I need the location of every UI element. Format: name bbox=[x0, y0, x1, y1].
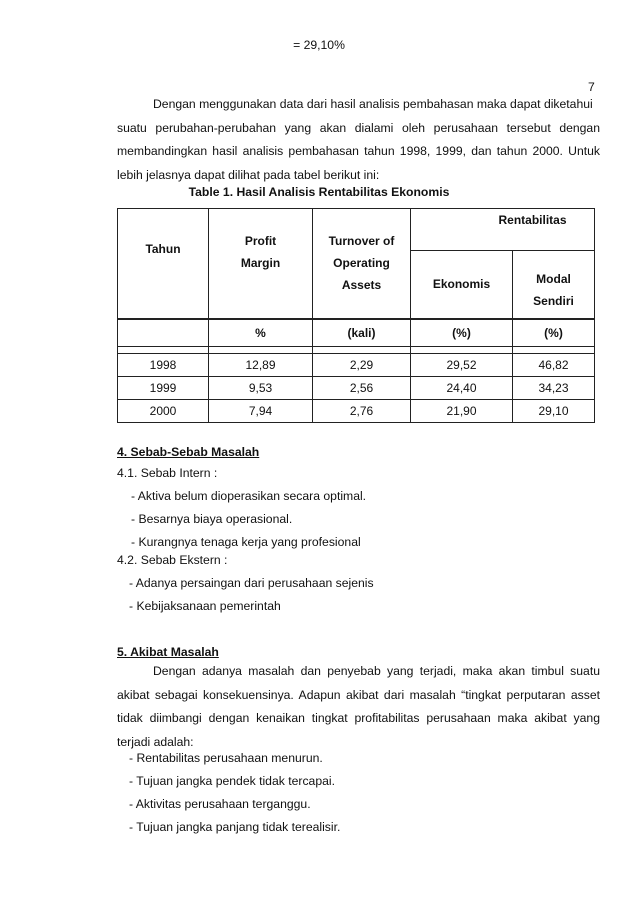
table-cell: 24,40 bbox=[411, 377, 513, 400]
table-cell: 2000 bbox=[118, 400, 209, 423]
list-item: - Tujuan jangka panjang tidak terealisir. bbox=[129, 820, 341, 834]
unit-cell: (%) bbox=[513, 319, 595, 347]
section-4-2-label: 4.2. Sebab Ekstern : bbox=[117, 553, 228, 567]
intro-line-1: Dengan menggunakan data dari hasil analisis pembahasan maka dapat diketahui bbox=[153, 97, 593, 111]
page-number: 7 bbox=[588, 80, 595, 94]
table-cell: 7,94 bbox=[209, 400, 313, 423]
section-5-line-4: terjadi adalah: bbox=[117, 734, 194, 749]
section-5-heading: 5. Akibat Masalah bbox=[117, 645, 219, 659]
header-ekonomis: Ekonomis bbox=[411, 251, 513, 319]
unit-cell: (kali) bbox=[313, 319, 411, 347]
unit-cell: (%) bbox=[411, 319, 513, 347]
list-item: - Aktivitas perusahaan terganggu. bbox=[129, 797, 311, 811]
unit-cell bbox=[118, 319, 209, 347]
header-profit-margin: Profit Margin bbox=[209, 209, 313, 319]
list-item: - Kebijaksanaan pemerintah bbox=[129, 599, 281, 613]
table-cell: 29,10 bbox=[513, 400, 595, 423]
table-cell: 2,29 bbox=[313, 354, 411, 377]
list-item: - Kurangnya tenaga kerja yang profesional bbox=[131, 535, 361, 549]
table-row bbox=[118, 377, 595, 400]
rentabilitas-table bbox=[117, 208, 595, 423]
unit-cell: % bbox=[209, 319, 313, 347]
list-item: - Adanya persaingan dari perusahaan sejenis bbox=[129, 576, 374, 590]
table-cell: 1998 bbox=[118, 354, 209, 377]
intro-line-2: suatu perubahan-perubahan yang akan dialami oleh perusahaan tersebut dengan bbox=[117, 120, 600, 135]
header-rentabilitas: Rentabilitas bbox=[411, 209, 595, 251]
list-item: - Besarnya biaya operasional. bbox=[131, 512, 293, 526]
table-caption: Table 1. Hasil Analisis Rentabilitas Ekonomis bbox=[188, 185, 450, 199]
list-item: - Tujuan jangka pendek tidak tercapai. bbox=[129, 774, 335, 788]
units-row bbox=[118, 319, 595, 347]
table-row bbox=[118, 354, 595, 377]
table-cell: 21,90 bbox=[411, 400, 513, 423]
section-4-heading: 4. Sebab-Sebab Masalah bbox=[117, 445, 260, 459]
table-row bbox=[118, 400, 595, 423]
table-cell: 9,53 bbox=[209, 377, 313, 400]
table-cell: 1999 bbox=[118, 377, 209, 400]
intro-line-3: membandingkan hasil analisis pembahasan tahun 1998, 1999, dan tahun 2000. Untuk bbox=[117, 144, 600, 158]
section-5-line-1: Dengan adanya masalah dan penyebab yang terjadi, maka akan timbul suatu bbox=[153, 664, 600, 678]
table-cell: 29,52 bbox=[411, 354, 513, 377]
intro-line-4: lebih jelasnya dapat dilihat pada tabel berikut ini: bbox=[117, 167, 380, 182]
section-5-line-3: tidak diimbangi dengan kenaikan tingkat profitabilitas perusahaan maka akibat yang bbox=[117, 711, 600, 725]
section-5-line-2: akibat sebagai konsekuensinya. Adapun akibat dari masalah “tingkat perputaran asset bbox=[117, 687, 600, 702]
header-modal-sendiri: Modal Sendiri bbox=[513, 251, 595, 319]
intro-paragraph bbox=[117, 93, 600, 187]
table-cell: 34,23 bbox=[513, 377, 595, 400]
header-turnover: Turnover of Operating Assets bbox=[313, 209, 411, 319]
table-cell: 46,82 bbox=[513, 354, 595, 377]
top-formula: = 29,10% bbox=[293, 38, 345, 52]
table-cell: 2,56 bbox=[313, 377, 411, 400]
table-cell: 12,89 bbox=[209, 354, 313, 377]
table-cell: 2,76 bbox=[313, 400, 411, 423]
section-4-1-label: 4.1. Sebab Intern : bbox=[117, 466, 218, 480]
list-item: - Aktiva belum dioperasikan secara optimal. bbox=[131, 489, 367, 503]
section-5-paragraph bbox=[117, 660, 600, 754]
list-item: - Rentabilitas perusahaan menurun. bbox=[129, 751, 323, 765]
header-tahun: Tahun bbox=[118, 209, 209, 319]
